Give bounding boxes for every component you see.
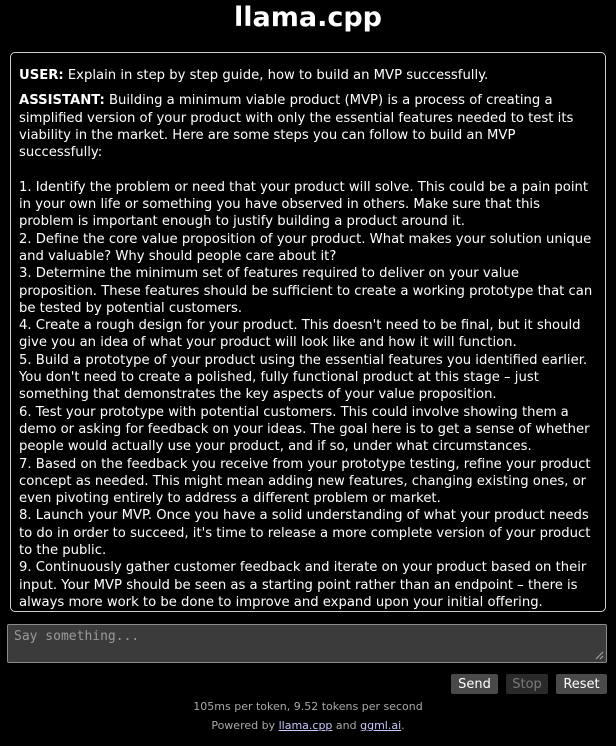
stop-button[interactable]: Stop bbox=[506, 674, 548, 694]
reset-button[interactable]: Reset bbox=[556, 674, 607, 694]
footer-suffix: . bbox=[401, 719, 405, 732]
token-stats: 105ms per token, 9.52 tokens per second bbox=[193, 700, 423, 713]
assistant-speaker-label: ASSISTANT: bbox=[19, 93, 105, 109]
llama-cpp-link[interactable]: llama.cpp bbox=[278, 719, 333, 732]
footer-middle: and bbox=[332, 719, 361, 732]
footer-prefix: Powered by bbox=[211, 719, 279, 732]
assistant-message-text: Building a minimum viable product (MVP) is a process of creating a simplified version of your product with only the essential features needed to test its viability in the market. Here are some steps you can follow to build an MVP successfully: 1. Identify the problem or need that your product will solve. This could be a pain point in your own life or something you have observed in others. Make sure that this problem is important enough to justify building a product around it. 2. Define the core value proposition of your product. What makes your solution unique and valuable? Why should people care about it? 3. Determine the minimum set of features required to deliver on your value proposition. These features should be sufficient to create a working prototype that can be tested by potential customers. 4. Create a rough design for your product. This doesn't need to be final, but it should give you an idea of what your product will look like and how it will function. 5. Build a prototype of your product using the essential features you identified earlier. You don't need to create a polished, fully functional product at this stage – just something that demonstrates the key aspects of your value proposition. 6. Test your prototype with potential customers. This could involve showing them a demo or asking for feedback on your ideas. The goal here is to get a sense of whether people would actually use your product, and if so, under what circumstances. 7. Based on the feedback you receive from your prototype testing, refine your product concept as needed. This might mean adding new features, changing existing ones, or even pivoting entirely to address a different problem or market. 8. Launch your MVP. Once you have a solid understanding of what your product needs to do in order to succeed, it's time to release a more complete version of your product to the public. 9. Continuously gather customer feedback and iterate on your product based on their input. Your MVP should be seen as a starting point rather than an endpoint – there is always more work to be done to improve and expand upon your initial offering. bbox=[19, 93, 593, 610]
user-speaker-label: USER: bbox=[19, 68, 64, 83]
user-message-text: Explain in step by step guide, how to build an MVP successfully. bbox=[63, 68, 489, 83]
chat-log bbox=[10, 52, 606, 612]
message-input[interactable] bbox=[7, 624, 607, 663]
send-button[interactable]: Send bbox=[451, 674, 498, 694]
assistant-message bbox=[19, 92, 597, 611]
ggml-ai-link[interactable]: ggml.ai bbox=[360, 719, 402, 732]
footer bbox=[0, 719, 616, 732]
app-title: llama.cpp bbox=[234, 2, 382, 33]
user-message bbox=[19, 67, 597, 84]
